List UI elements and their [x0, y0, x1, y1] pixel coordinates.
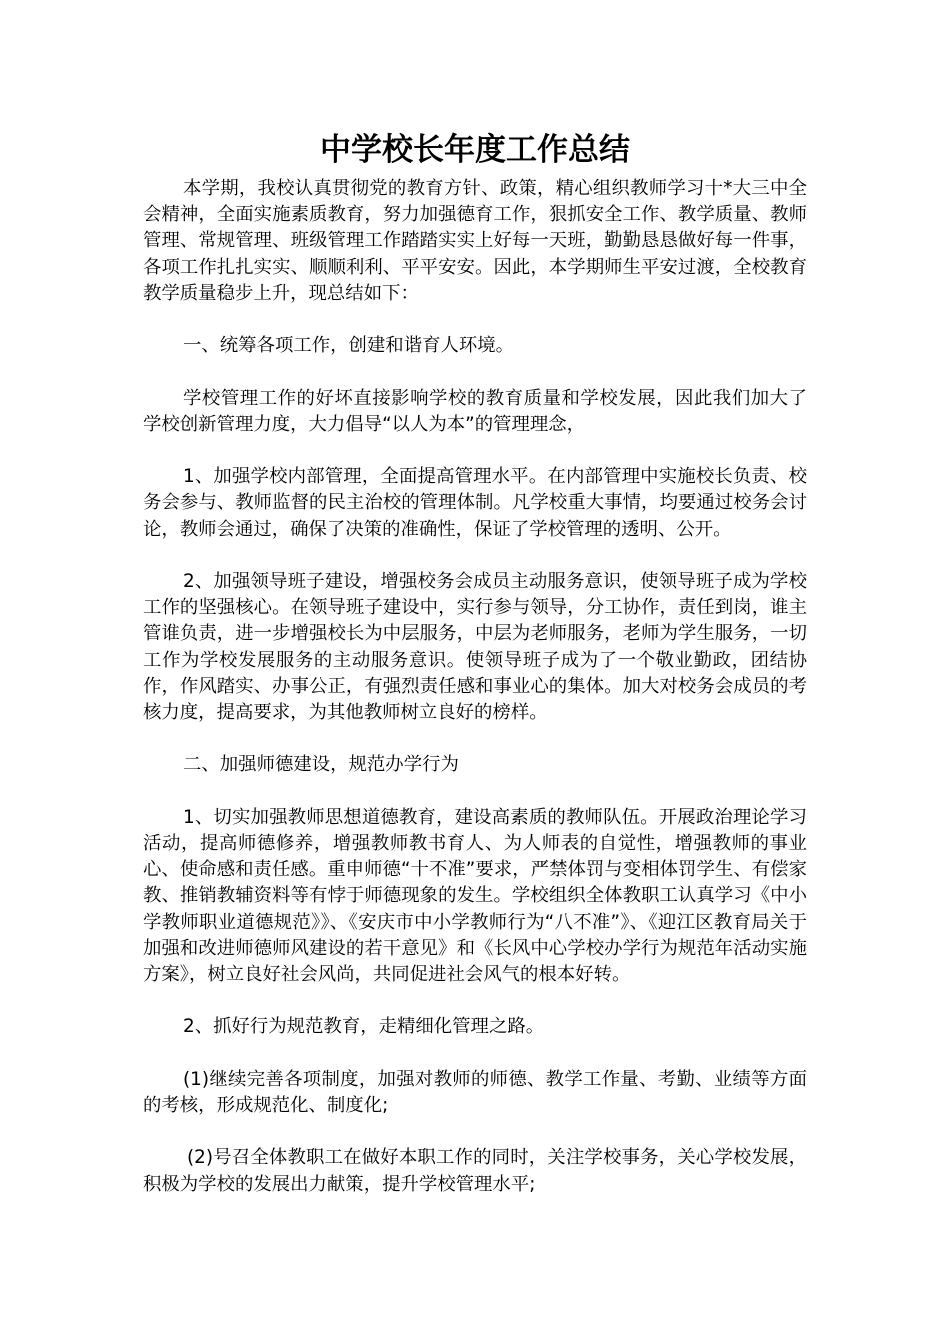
section-heading-1: 一、统筹各项工作，创建和谐育人环境。: [183, 335, 515, 357]
section-heading-2: 二、加强师德建设，规范办学行为: [183, 754, 459, 776]
body-paragraph: 1、切实加强教师思想道德教育，建设高素质的教师队伍。开展政治理论学习活动，提高师德修养，增强教师教书育人、为人师表的自觉性，增强教师的事业心、使命感和责任感。重申师德“十不准”要求，严禁体罚与变相体罚学生、有偿家教、推销教辅资料等有悖于师德现象的发生。学校组织全体教职工认真学习《中小学教师职业道德规范》》、《安庆市中小学教师行为“八不准”》、《迎江区教育局关于加强和改进师德师风建设的若干意见》和《长风中心学校办学行为规范年活动实施方案》，树立良好社会风尚，共同促进社会风气的根本好转。: [143, 806, 807, 985]
document-title: 中学校长年度工作总结: [320, 132, 630, 168]
body-paragraph: (1)继续完善各项制度，加强对教师的师德、教学工作量、考勤、业绩等方面的考核，形成规范化、制度化;: [143, 1068, 807, 1116]
body-paragraph: (2)号召全体教职工在做好本职工作的同时，关注学校事务，关心学校发展，积极为学校的发展出力献策，提升学校管理水平;: [143, 1147, 807, 1195]
body-paragraph: 学校管理工作的好坏直接影响学校的教育质量和学校发展，因此我们加大了学校创新管理力度，大力倡导“以人为本”的管理理念，: [143, 387, 807, 435]
body-paragraph: 2、抓好行为规范教育，走精细化管理之路。: [183, 1016, 545, 1038]
body-paragraph: 1、加强学校内部管理，全面提高管理水平。在内部管理中实施校长负责、校务会参与、教师监督的民主治校的管理体制。凡学校重大事情，均要通过校务会讨论，教师会通过，确保了决策的准确性，保证了学校管理的透明、公开。: [143, 466, 807, 540]
intro-paragraph: 本学期，我校认真贯彻党的教育方针、政策，精心组织教师学习十*大三中全会精神，全面实施素质教育，努力加强德育工作，狠抓安全工作、教学质量、教师管理、常规管理、班级管理工作踏踏实实上好每一天班，勤勤恳恳做好每一件事，各项工作扎扎实实、顺顺利利、平平安安。因此，本学期师生平安过渡，全校教育教学质量稳步上升，现总结如下：: [143, 178, 807, 304]
document-body: [143, 176, 807, 1198]
body-paragraph: 2、加强领导班子建设，增强校务会成员主动服务意识，使领导班子成为学校工作的坚强核心。在领导班子建设中，实行参与领导，分工协作，责任到岗，谁主管谁负责，进一步增强校长为中层服务，中层为老师服务，老师为学生服务，一切工作为学校发展服务的主动服务意识。使领导班子成为了一个敬业勤政，团结协作，作风踏实、办事公正，有强烈责任感和事业心的集体。加大对校务会成员的考核力度，提高要求，为其他教师树立良好的榜样。: [143, 570, 807, 723]
